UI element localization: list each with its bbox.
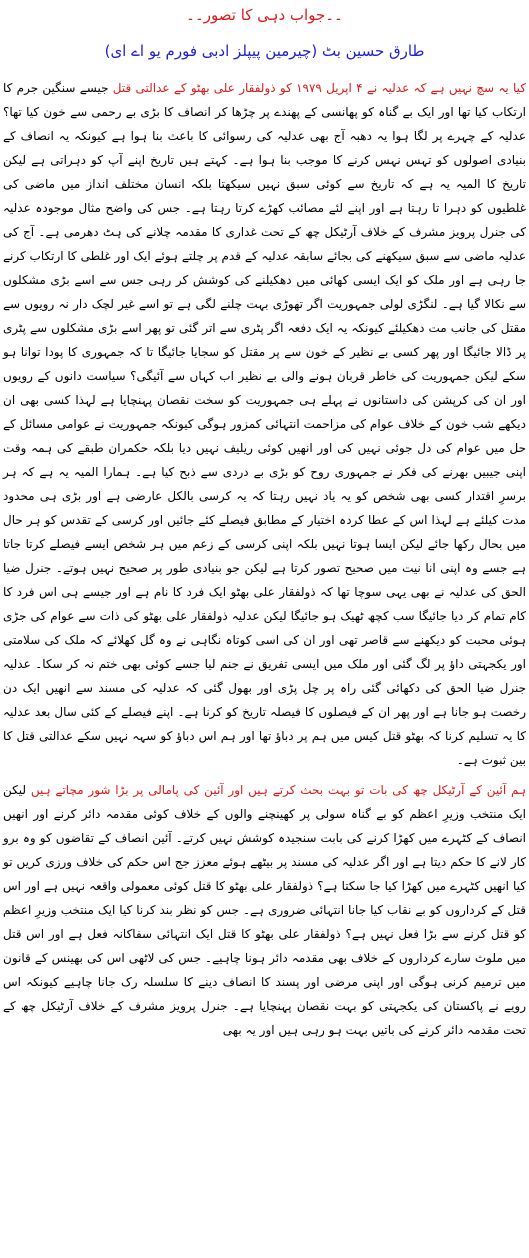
article-paragraph bbox=[3, 76, 526, 772]
paragraph-text: لیکن ایک منتخب وزیرِ اعظم کو بے گناہ سولی پر کھینچنے والوں کے خلاف کوئی مقدمہ دائر کرنے اور انھیں انصاف کے کٹہرے میں کھڑا کرنے کی بابت سنجیدہ کوشش نہیں کرتے۔ آئین انصاف کے تقاضوں کو وہ برو کار لانے کا حکم دیتا ہے اور اگر عدلیہ کی مسند پر بیٹھے ہوئے معزز جج اس حکم کی خلاف ورزی کریں تو کیا انھیں کٹہرے میں کھڑا کیا جا سکتا ہے؟ ذولفقار علی بھٹو کا قتل کوئی معمولی واقعہ نہیں ہے اور اس قتل کے کرداروں کو بے نقاب کیا جانا انتہائی ضروری ہے۔ جس کو نظر بند کرنا کیا ایک منتخب وزیرِ اعظم کو قتل کرنے سے بڑا فعل نہیں ہے؟ ذولفقار علی بھٹو کا قتل ایک انتہائی سفاکانہ فعل ہے اور اس قتل میں ملوث سارے کرداروں کے خلاف بھی مقدمہ دائر ہونا چاہیے۔ جس کی لاٹھی اس کی بھینس کے قانون میں ترمیم کرنی ہوگی اور اپنی مرضی اور پسند کا انصاف دینے کا سلسلہ رک جانا چاہیے کیونکہ اس رویے نے پاکستان کی یکجہتی کو بہت نقصان پہنچایا ہے۔ جنرل پرویز مشرف کے خلاف آرٹیکل چھ کے تحت مقدمہ دائر کرنے کی باتیں بہت ہو رہی ہیں اور یہ بھی bbox=[3, 783, 526, 1037]
article-title: ۔۔جواب دہی کا تصور۔۔ bbox=[186, 6, 343, 24]
paragraph-lead-highlight: کیا یہ سچ نہیں ہے کہ عدلیہ نے ۴ اپریل ۱۹۷۹ کو ذولفقار علی بھٹو کے عدالتی قتل bbox=[112, 81, 526, 95]
paragraph-lead-highlight: ہم آئین کے آرٹیکل چھ کی بات تو بہت بحث کرتے ہیں اور آئین کی پامالی پر بڑا شور مچاتے ہیں bbox=[30, 783, 526, 797]
article-byline: طارق حسین بٹ (چیرمین پیپلز ادبی فورم یو اے ای) bbox=[104, 42, 425, 60]
paragraph-text: جیسے سنگین جرم کا ارتکاب کیا تھا اور ایک بے گناہ کو پھانسی کے پھندے پر چڑھا کر انصاف کا بڑی بے رحمی سے خون کیا تھا؟ عدلیہ کے چہرے پر لگا ہوا یہ دھبہ آج بھی عدلیہ کی رسوائی کا باعث بنا ہوا ہے کیونکہ یہ انصاف کے بنیادی اصولوں کو تہس نہس کرنے کا موجب بنا ہوا ہے۔ کہتے ہیں تاریخ اپنے آپ کو دہراتی ہے لیکن تاریخ کا المیہ یہ ہے کہ تاریخ سے کوئی سبق نہیں سیکھتا بلکہ انسان مختلف انداز میں ماضی کی غلطیوں کو دہرا تا رہتا ہے اور اپنے لئے مصائب کھڑے کرتا رہتا ہے۔ جس کی واضح مثال موجودہ عدلیہ کی جنرل پرویز مشرف کے خلاف آرٹیکل چھ کے تحت غداری کا مقدمہ چلانے کی ہٹ دھرمی ہے۔ آج کی عدلیہ ماضی سے سبق سیکھنے کی بجائے سابقہ عدلیہ کے قدم پر چلتے ہوئے ایک اور غلطی کا ارتکاب کرنے جا رہی ہے اور ملک کو ایک ایسی کھائی میں دھکیلنے کی کوشش کر رہی جس سے اسے بڑی مشکلوں سے نکالا گیا ہے۔ لنگڑی لولی جمہوریت اگر تھوڑی بہت چلنے لگی ہے تو اسے غیر لچک دار نہ رویوں سے مقتل کی جانب مت دھکیلئے کیونکہ یہ ایک دفعہ اگر پٹری سے اتر گئی تو پھر اسے بڑی مشکلوں سے پٹری پر ڈالا جائیگا اور پھر کسی بے نظیر کے خون سے پر مقتل کو سجایا جائیگا تا کہ جمہوری کا پودا توانا ہو سکے لیکن جمہوریت کی خاطر قربان ہونے والی بے نظیر اب کہاں سے آئیگی؟ سیاست دانوں کے رویوں اور ان کی کرپشن کی داستانوں نے پہلے ہی جمہوریت کو سخت نقصان پہنچایا ہے لہذا کسی بھی ان دیکھے شب خون کے خلاف عوام کی مزاحمت انتہائی کمزور ہوگی کیونکہ جمہوریت نے عوامی مسائل کے حل میں عوام کی دل جوئی نہیں کی اور انھیں کوئی ریلیف نہیں دیا بلکہ حکمران طبقے کی ہمہ وقت اپنی جیبیں بھرنے کی فکر نے جمہوری روح کو بڑی بے دردی سے ذبح کیا ہے۔ ہمارا المیہ یہ ہے کہ ہر برسرِ اقتدار کسی بھی شخص کو یہ یاد نہیں رہتا کہ یہ کرسی بالکل عارضی ہے اور بڑی ہی محدود مدت کیلئے ہے لہذا اس کے عطا کردہ اختیار کے مطابق فیصلے کئے جائیں اور کرسی کے تقدس کو ہر حال میں بحال رکھا جائے لیکن ایسا ہوتا نہیں بلکہ اپنی کرسی کے زعم میں ہر شخص ایسے فیصلے کرتا جاتا ہے جسے وہ اپنی انا نیت میں صحیح تصور کرتا ہے لیکن جو بنیادی طور پر صحیح نہیں ہوتے۔ جنرل ضیا الحق کی عدلیہ نے بھی یہی سوچا تھا کہ ذولفقار علی بھٹو ایک فرد کا نام ہے اور جیسے ہی اس فرد کا کام تمام کر دیا جائیگا سب کچھ ٹھیک ہو جائیگا لیکن عدلیہ ذولفقار علی بھٹو کی ذات سے عوام کی جڑی ہوئی محبت کو دیکھنے سے قاصر تھی اور ان کی اسی کوتاہ نگاہی نے وہ گل کھلائے کہ ملک کی سلامتی اور یکجہتی داؤ پر لگ گئی اور ملک میں ایسی تفریق نے جنم لیا جسے کوئی بھی ختم نہ کر سکا۔ عدلیہ جنرل ضیا الحق کی دکھائی گئی راہ پر چل پڑی اور بھول گئی کہ عدلیہ کی مسند سے انھیں ایک دن رخصت ہو جانا ہے اور پھر ان کے فیصلوں کا فیصلہ تاریخ کو کرنا ہے۔ اپنے فیصلے کے کئی سال بعد عدلیہ کا یہ تسلیم کرنا کہ بھٹو قتل کیس میں ہم پر دباؤ تھا اور ہم اس دباؤ کو سہہ نہیں سکے عدالتی قتل کا بین ثبوت ہے۔ bbox=[3, 81, 526, 767]
article-paragraph bbox=[3, 778, 526, 1042]
